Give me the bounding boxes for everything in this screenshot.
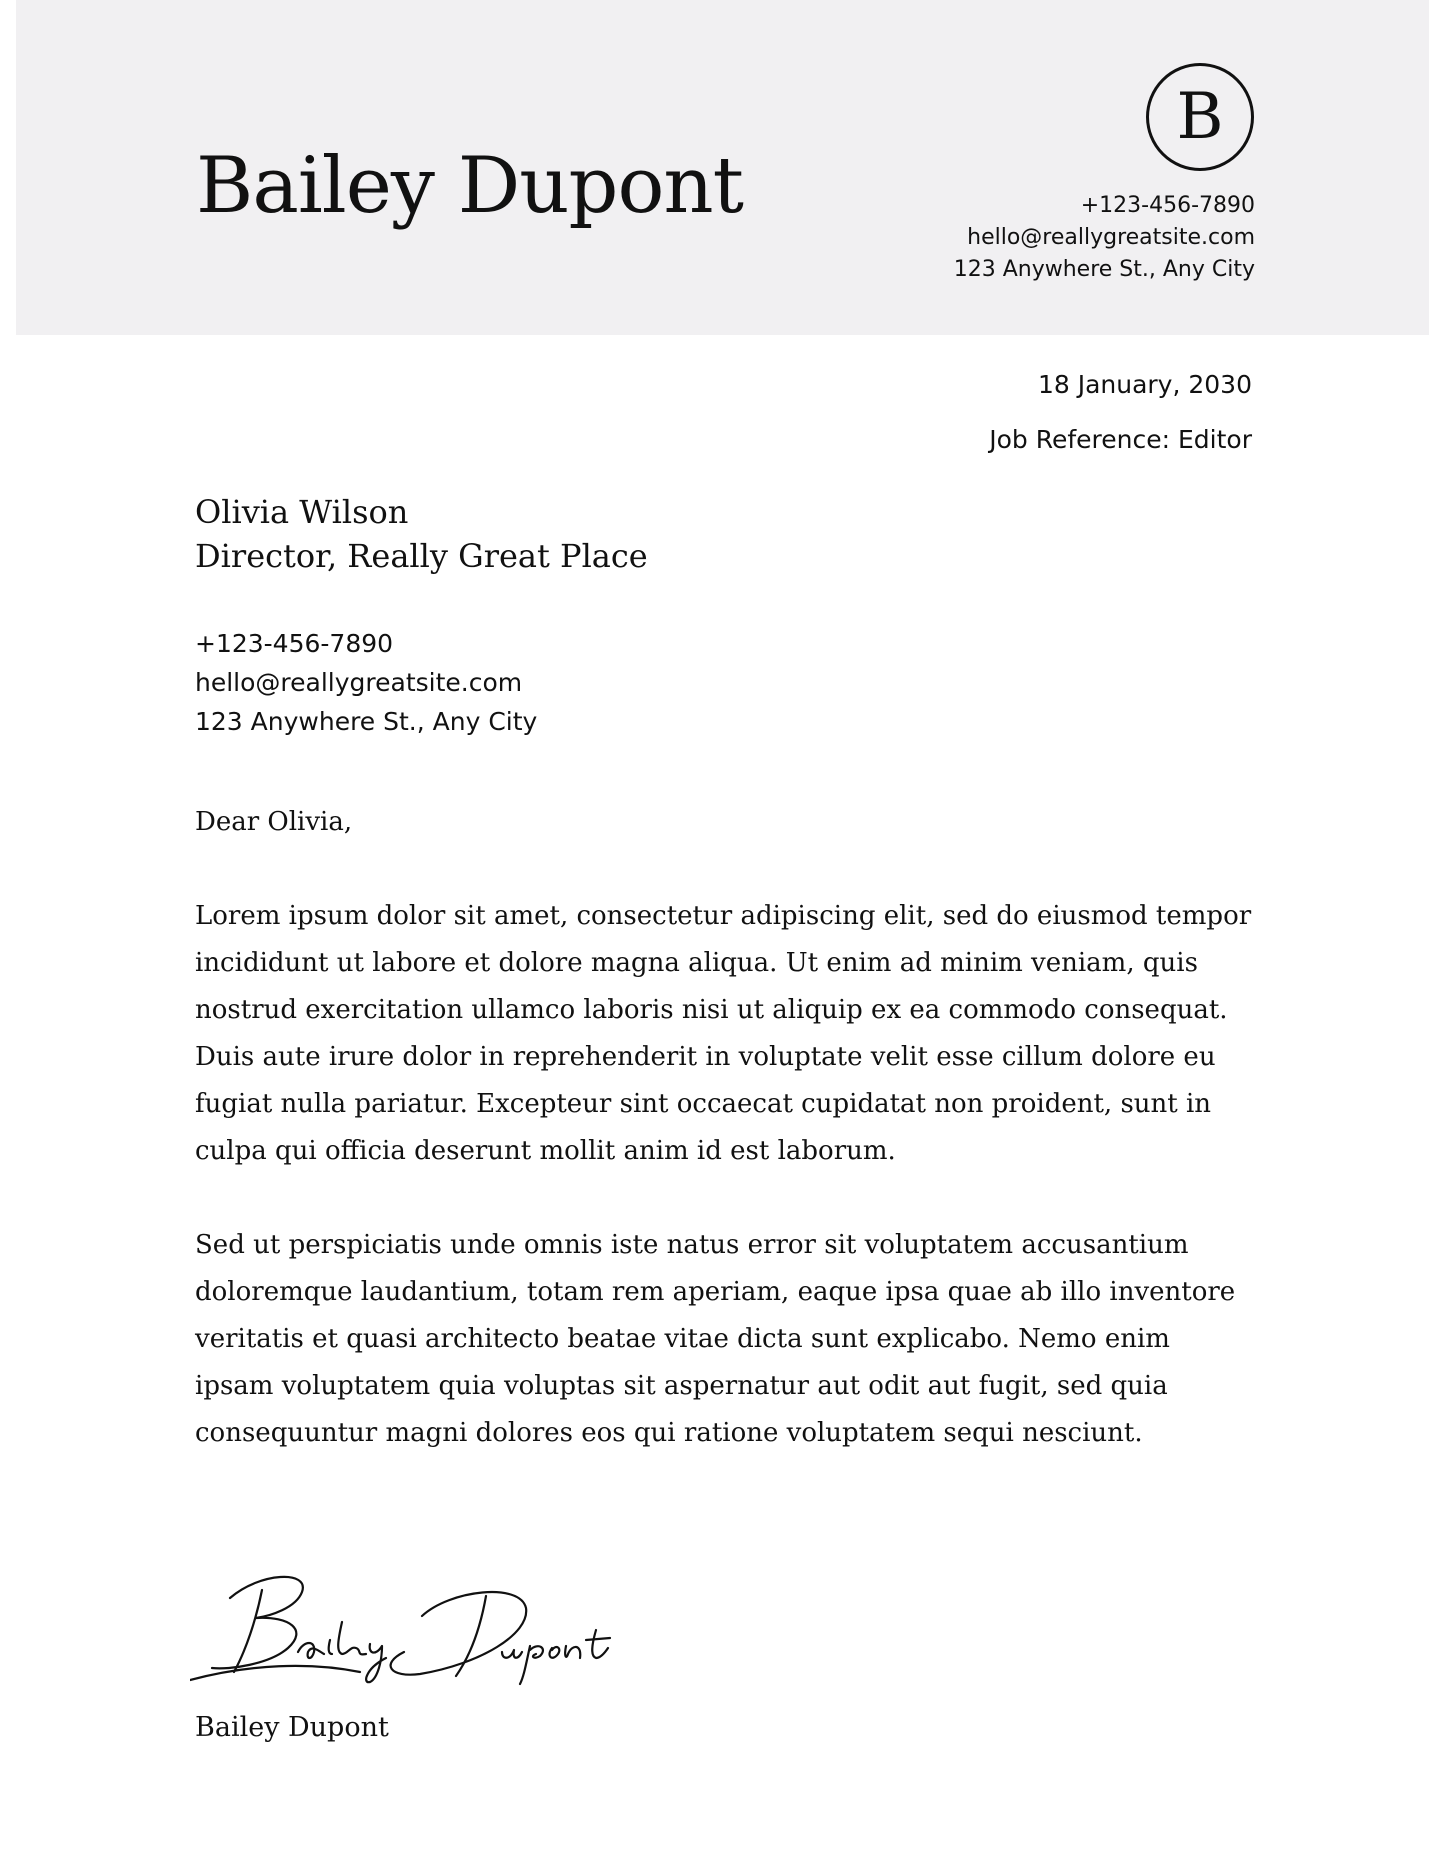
- recipient-email: hello@reallygreatsite.com: [195, 668, 523, 697]
- letter-date: 18 January, 2030: [1037, 370, 1252, 399]
- sender-address: 123 Anywhere St., Any City: [953, 257, 1255, 282]
- monogram-logo: [1146, 63, 1254, 171]
- salutation: Dear Olivia,: [195, 807, 353, 837]
- sender-contact-block: [954, 190, 1255, 286]
- body-paragraph: Sed ut perspiciatis unde omnis iste natus error sit voluptatem accusantium doloremque laudantium, totam rem aperiam, eaque ipsa quae ab illo inventore veritatis et quasi architecto beatae vitae dicta sunt explicabo. Nemo enim ipsam voluptatem quia voluptas sit aspernatur aut odit aut fugit, sed quia consequuntur magni dolores eos qui ratione voluptatem sequi nesciunt.: [195, 1230, 1236, 1448]
- recipient-block: [195, 490, 648, 578]
- recipient-phone: +123-456-7890: [195, 629, 394, 658]
- recipient-address: 123 Anywhere St., Any City: [195, 707, 538, 736]
- letter-body: [195, 893, 1255, 1504]
- recipient-contact-block: [195, 624, 537, 741]
- job-reference: Job Reference: Editor: [989, 425, 1252, 454]
- sender-name: Bailey Dupont: [196, 141, 743, 231]
- letter-meta: [989, 370, 1252, 455]
- recipient-title: Director, Really Great Place: [195, 537, 648, 575]
- handwritten-signature: [190, 1560, 640, 1690]
- body-paragraph: Lorem ipsum dolor sit amet, consectetur adipiscing elit, sed do eiusmod tempor incididunt ut labore et dolore magna aliqua. Ut enim ad minim veniam, quis nostrud exercitation ullamco laboris nisi ut aliquip ex ea commodo consequat. Duis aute irure dolor in reprehenderit in voluptate velit esse cillum dolore eu fugiat nulla pariatur. Excepteur sint occaecat cupidatat non proident, sunt in culpa qui officia deserunt mollit anim id est laborum.: [195, 901, 1252, 1166]
- signature-drawing: [190, 1560, 640, 1690]
- monogram-letter: B: [1176, 80, 1224, 154]
- recipient-name: Olivia Wilson: [195, 493, 409, 531]
- closing-name: Bailey Dupont: [195, 1712, 389, 1743]
- sender-email: hello@reallygreatsite.com: [967, 225, 1255, 250]
- sender-phone: +123-456-7890: [1080, 193, 1255, 218]
